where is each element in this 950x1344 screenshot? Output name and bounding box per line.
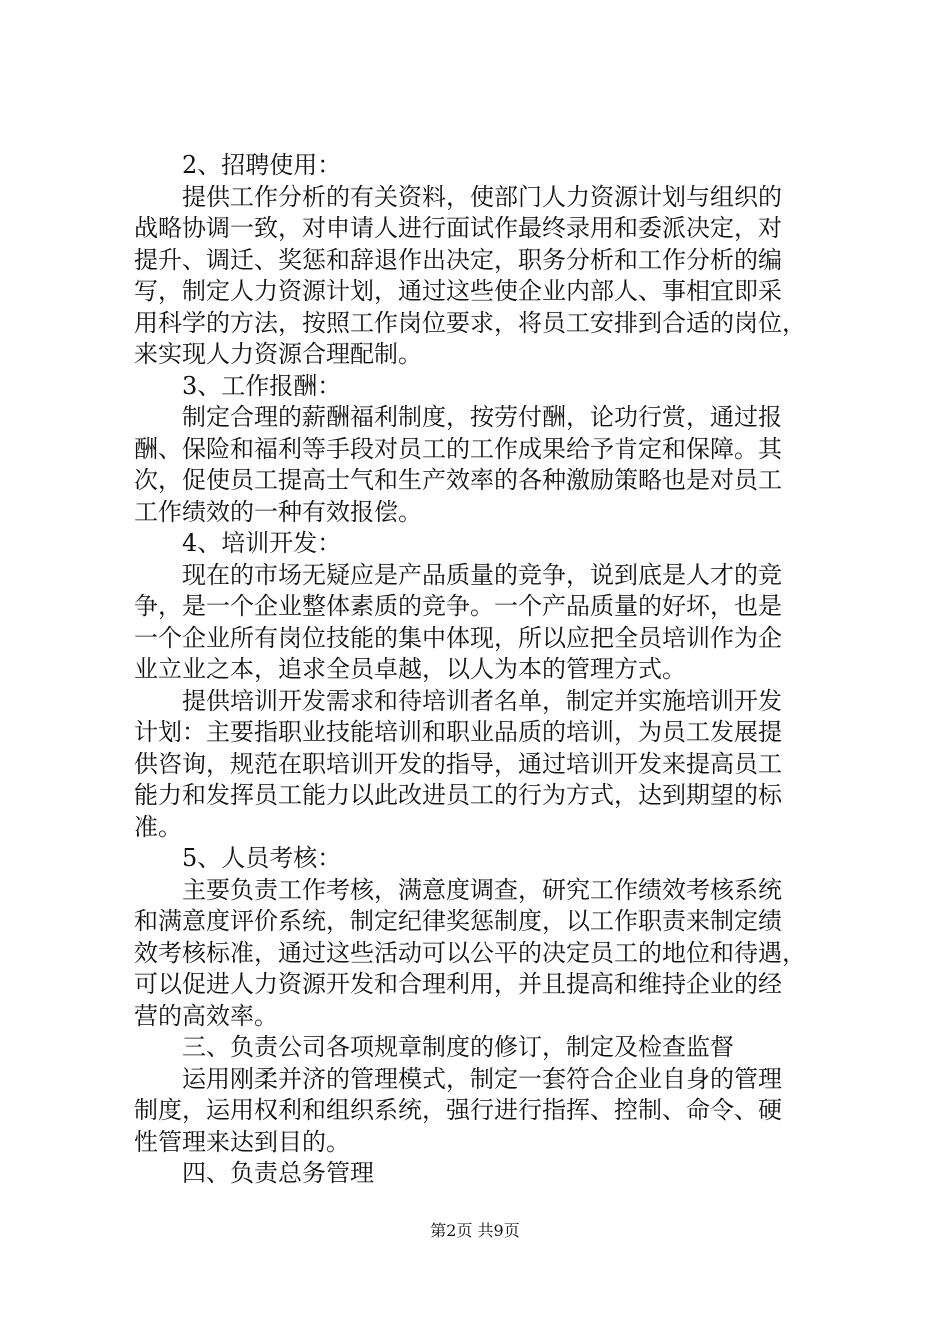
text-line: 提供工作分析的有关资料，使部门人力资源计划与组织的 xyxy=(182,182,782,211)
text-line: 提升、调迁、奖惩和辞退作出决定，职务分析和工作分析的编 xyxy=(134,245,782,274)
text-line: 战略协调一致，对申请人进行面试作最终录用和委派决定，对 xyxy=(134,214,782,242)
text-line: 争，是一个企业整体素质的竞争。一个产品质量的好坏，也是 xyxy=(134,592,782,620)
text-line: 提供培训开发需求和待培训者名单，制定并实施培训开发 xyxy=(182,686,782,715)
text-line: 制定合理的薪酬福利制度，按劳付酬，论功行赏，通过报 xyxy=(182,403,782,431)
text-line: 制度，运用权利和组织系统，强行进行指挥、控制、命令、硬 xyxy=(134,1096,782,1124)
text-line: 酬、保险和福利等手段对员工的工作成果给予肯定和保障。其 xyxy=(134,434,782,463)
text-line: 写，制定人力资源计划，通过这些使企业内部人、事相宜即采 xyxy=(134,277,782,305)
text-line: 四、负责总务管理 xyxy=(182,1159,374,1187)
text-line: 计划：主要指职业技能培训和职业品质的培训，为员工发展提 xyxy=(134,718,782,746)
text-line: 准。 xyxy=(134,812,182,841)
text-line: 性管理来达到目的。 xyxy=(134,1127,350,1156)
text-line: 用科学的方法，按照工作岗位要求，将员工安排到合适的岗位， xyxy=(134,308,806,337)
text-line: 三、负责公司各项规章制度的修订，制定及检查监督 xyxy=(182,1033,734,1061)
text-line: 现在的市场无疑应是产品质量的竞争，说到底是人才的竞 xyxy=(182,560,782,589)
text-line: 4、培训开发： xyxy=(182,529,342,557)
text-line: 效考核标准，通过这些活动可以公平的决定员工的地位和待遇， xyxy=(134,938,806,967)
text-line: 次，促使员工提高士气和生产效率的各种激励策略也是对员工 xyxy=(134,466,782,494)
document-body xyxy=(134,150,834,1190)
text-line: 来实现人力资源合理配制。 xyxy=(134,340,422,368)
text-line: 5、人员考核： xyxy=(182,844,342,872)
text-line: 2、招聘使用： xyxy=(182,151,342,179)
text-line: 能力和发挥员工能力以此改进员工的行为方式，达到期望的标 xyxy=(134,781,782,809)
text-line: 工作绩效的一种有效报偿。 xyxy=(134,497,422,526)
text-line: 主要负责工作考核，满意度调查，研究工作绩效考核系统 xyxy=(182,875,782,904)
page-footer xyxy=(0,1218,950,1241)
text-line: 一个企业所有岗位技能的集中体现，所以应把全员培训作为企 xyxy=(134,623,782,652)
text-line: 供咨询，规范在职培训开发的指导，通过培训开发来提高员工 xyxy=(134,749,782,778)
text-line: 业立业之本，追求全员卓越，以人为本的管理方式。 xyxy=(134,655,686,683)
page-number-label: 第2页 共9页 xyxy=(430,1221,520,1240)
text-line: 3、工作报酬： xyxy=(182,371,342,400)
text-line: 运用刚柔并济的管理模式，制定一套符合企业自身的管理 xyxy=(182,1064,782,1093)
text-line: 可以促进人力资源开发和合理利用，并且提高和维持企业的经 xyxy=(134,970,782,998)
text-line: 营的高效率。 xyxy=(134,1001,278,1030)
text-line: 和满意度评价系统，制定纪律奖惩制度，以工作职责来制定绩 xyxy=(134,907,782,935)
